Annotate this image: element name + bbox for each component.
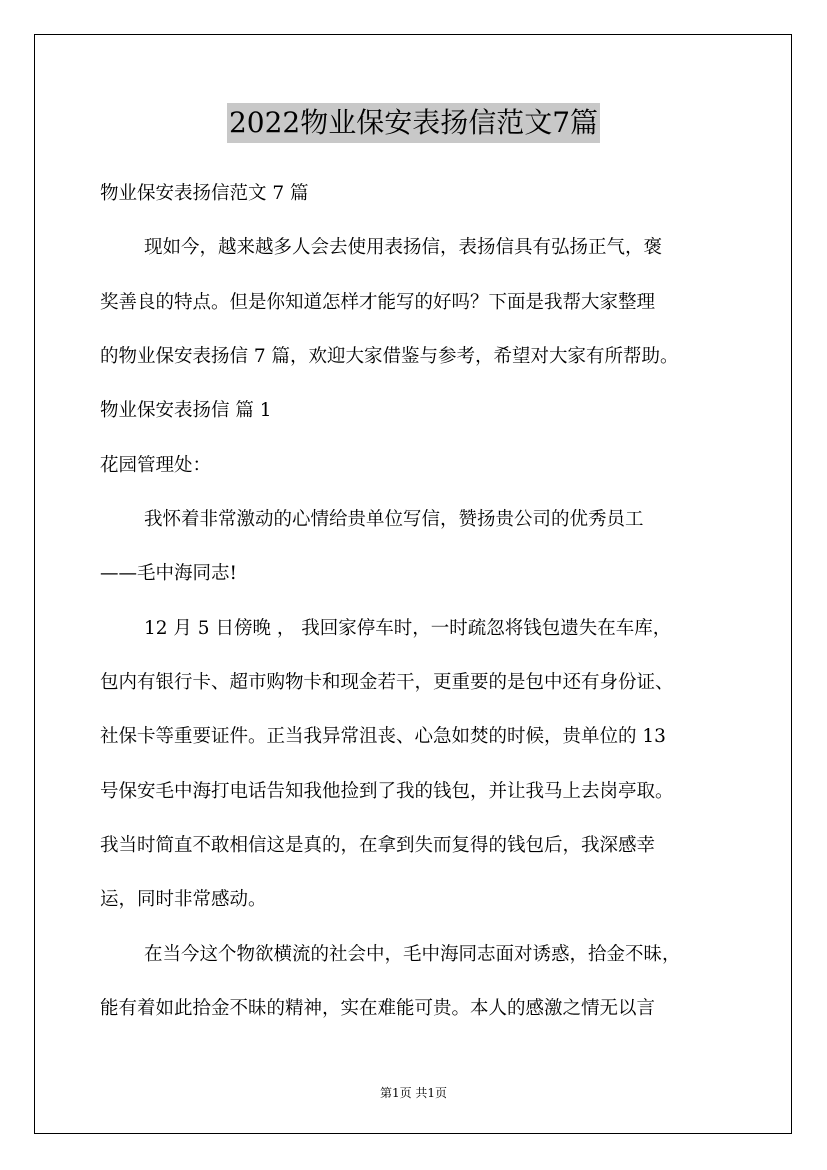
- paragraph-line: ——毛中海同志!: [100, 563, 237, 584]
- document-title: 2022物业保安表扬信范文7篇: [227, 103, 600, 143]
- paragraph-line: 在当今这个物欲横流的社会中，毛中海同志面对诱惑，拾金不昧，: [144, 944, 681, 965]
- paragraph-line: 社保卡等重要证件。正当我异常沮丧、心急如焚的时候，贵单位的 13: [100, 726, 666, 747]
- paragraph-line: 运，同时非常感动。: [100, 889, 267, 910]
- paragraph-line: 的物业保安表扬信 7 篇，欢迎大家借鉴与参考，希望对大家有所帮助。: [100, 346, 679, 367]
- paragraph-line: 我当时简直不敢相信这是真的，在拿到失而复得的钱包后，我深感幸: [100, 835, 656, 856]
- paragraph-line: 奖善良的特点。但是你知道怎样才能写的好吗？下面是我帮大家整理: [100, 292, 656, 313]
- title-container: [0, 103, 827, 143]
- paragraph-line: 包内有银行卡、超市购物卡和现金若干，更重要的是包中还有身份证、: [100, 672, 674, 693]
- page-number-footer: 第1页 共1页: [379, 1086, 448, 1100]
- section-heading: 物业保安表扬信 篇 1: [100, 400, 272, 421]
- paragraph-line: 号保安毛中海打电话告知我他捡到了我的钱包，并让我马上去岗亭取。: [100, 781, 674, 802]
- subtitle-line: 物业保安表扬信范文 7 篇: [100, 183, 309, 204]
- paragraph-line: 我怀着非常激动的心情给贵单位写信，赞扬贵公司的优秀员工: [144, 509, 644, 530]
- paragraph-line: 能有着如此拾金不昧的精神，实在难能可贵。本人的感激之情无以言: [100, 998, 656, 1019]
- paragraph-line: 12 月 5 日傍晚 ， 我回家停车时，一时疏忽将钱包遗失在车库，: [144, 618, 672, 639]
- paragraph-line: 现如今，越来越多人会去使用表扬信，表扬信具有弘扬正气，褒: [144, 237, 663, 258]
- salutation-line: 花园管理处：: [100, 455, 212, 476]
